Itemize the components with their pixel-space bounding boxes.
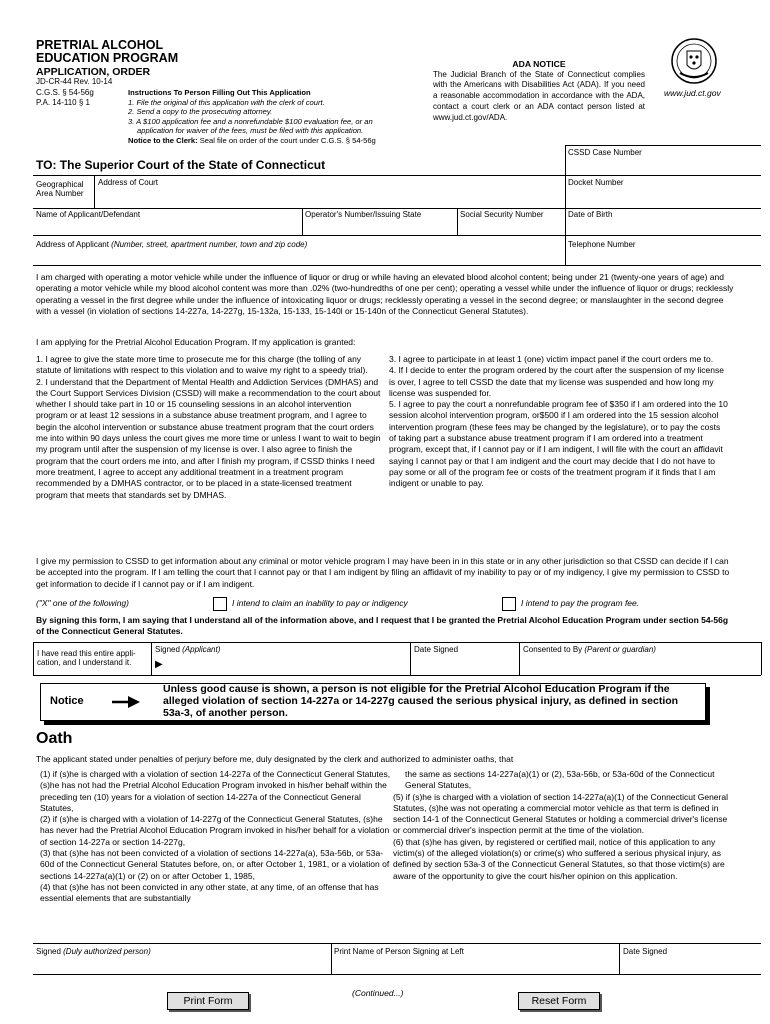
court-heading: TO: The Superior Court of the State of Connecticut: [36, 158, 326, 172]
conditions-right: [389, 354, 729, 490]
condition-5: 5. I agree to pay the court a nonrefundable program fee of $350 if I am ordered into the 10 session alcohol intervention program, or$500 if I am ordered into the 15 session alcohol intervention program (these fees may be changed by the legislature), or to pay the costs of taking part a substance abuse treatment program if I am ordered into a treatment program, except that, if I cannot pay or if I am indigent, I will file with the court an affidavit saying I cannot pay or that I am indigent and the court may decide that I do not have to pay some or all of the program fee or costs of the treatment program if it finds that I am indigent or unable to pay.: [389, 399, 728, 489]
print-name-input[interactable]: [334, 957, 616, 972]
inability-option-label: I intend to claim an inability to pay or indigency: [232, 598, 408, 608]
oath-item-4: (4) that (s)he has not been convicted in any other state, at any time, of an offense that has essential elements that are substantially: [40, 881, 379, 904]
condition-4: 4. If I decide to enter the program ordered by the court after the suspension of my license is over, I agree to tell CSSD the date that my license was suspended and how long my license was suspended for.: [389, 365, 724, 398]
applicant-signature-text: Signed: [155, 645, 180, 654]
choice-prompt: ("X" one of the following): [36, 598, 129, 608]
website-link[interactable]: www.jud.ct.gov: [664, 88, 721, 98]
permission-paragraph: I give my permission to CSSD to get information about any criminal or motor vehicle program I may have been in in this state or in any other jurisdiction so that CSSD can decide if I can be accepted into the program. If I am telling the court that I cannot pay or that I am indigent by filing an affidavit of my inability to pay or of my indigency, I give my permission to CSSD to get information to decide if I cannot pay or if I am indigent.: [36, 556, 730, 589]
docket-label: Docket Number: [568, 178, 624, 187]
authorized-signature-label: [36, 947, 151, 956]
ada-title: ADA NOTICE: [512, 59, 566, 69]
applicant-date-signed-label: Date Signed: [414, 645, 459, 654]
read-statement-line1: I have read this entire appli-: [37, 649, 136, 658]
oath-intro: The applicant stated under penalties of perjury before me, duly designated by the clerk and authorized to administer oaths, that: [36, 754, 514, 764]
instruction-2: 2. Send a copy to the prosecuting attorney.: [128, 107, 273, 117]
charge-paragraph: I am charged with operating a motor vehicle while under the influence of liquor or drug or while having an elevated blood alcohol content; being under 21 (twenty-one years of age) and operating a motor vehicle while my blood alcohol content was more than .02% (two-hundredths of one per cent); operating a vessel while under the influence of liquor or drugs; recklessly operating a vessel in the first degree while under the influence of intoxicating liquor or drugs; recklessly operating a vessel in the second degree; or manslaughter in the second degree with a vessel (in violation of sections 14-227a, 14-227g, 15-132a, 15-133, 15-140l or 15-140n of the Connecticut General Statutes).: [36, 272, 734, 316]
print-name-label: Print Name of Person Signing at Left: [334, 947, 464, 956]
oath-item-2: (2) if (s)he is charged with a violation of 14-227g of the Connecticut General Statutes, (s)he has never had the Pretrial Alcohol Education Program invoked in his/her behalf for a violation of section 14-227a or section 14-227g,: [40, 814, 390, 847]
form-title-line2: EDUCATION PROGRAM: [36, 51, 179, 65]
clerk-notice: [128, 136, 428, 146]
instruction-1: 1. File the original of this application with the clerk of court.: [128, 97, 325, 107]
pay-fee-checkbox[interactable]: [502, 597, 516, 611]
read-statement-line2: cation, and I understand it.: [37, 658, 132, 667]
oath-item-6: (6) that (s)he has given, by registered or certified mail, notice of this application to any victim(s) of the alleged violation(s) or crime(s) who suffered a serious physical injury, as defined by section 53a-3 of the Connecticut General Statutes, so that those victim(s) are aware of the opportunity to give the court his/her opinion on this application.: [393, 836, 725, 881]
ssn-label: Social Security Number: [460, 210, 544, 219]
authorized-signature-hint: (Duly authorized person): [60, 947, 151, 956]
oath-item-5: (5) if (s)he is charged with a violation of section 14-227a(a)(1) of the Connecticut General Statutes, (s)he was not operating a commercial motor vehicle as that term is defined in section 14-1 of the Connecticut General Statutes or holding a commercial driver's license or commercial driver's inspection permit at the time of the violation.: [393, 791, 728, 836]
geo-area-label: Geographical Area Number: [36, 180, 84, 198]
form-title-line1: PRETRIAL ALCOHOL: [36, 38, 164, 52]
statute-1: C.G.S. § 54-56g: [36, 87, 94, 97]
conditions-left: [36, 354, 382, 501]
applicant-signature-input[interactable]: [170, 655, 406, 673]
read-statement: [37, 649, 136, 667]
inability-checkbox[interactable]: [213, 597, 227, 611]
court-address-input[interactable]: [98, 190, 558, 206]
oath-title: Oath: [36, 730, 73, 747]
clerk-notice-text: Seal file on order of the court under C.G.S. § 54-56g: [197, 135, 376, 145]
instructions-title: Instructions To Person Filling Out This Application: [128, 88, 311, 97]
form-meta: [36, 77, 112, 109]
applicant-address-text: Address of Applicant: [36, 240, 109, 249]
consented-text: Consented to By: [523, 645, 583, 654]
applying-line: I am applying for the Pretrial Alcohol Education Program. If my application is granted:: [36, 337, 356, 347]
right-arrow-icon: [112, 696, 140, 708]
oath-right-column: [393, 769, 728, 882]
pay-fee-option-label: I intend to pay the program fee.: [521, 598, 640, 608]
notice-text: Unless good cause is shown, a person is not eligible for the Pretrial Alcohol Education Program if the alleged violation of section 14-227a or 14-227g caused the serious physical injury, as defined in section 53a-3, of another person.: [163, 683, 679, 720]
oath-item-1: (1) if (s)he is charged with a violation of section 14-227a of the Connecticut General Statutes, (s)he has not had the Pretrial Alcohol Education Program invoked in his/her behalf within the preceding ten (10) years for a violation of section 14-227a of the Connecticut General Statutes,: [40, 769, 391, 813]
continued-note: (Continued...): [352, 988, 404, 998]
instruction-3b: application for waiver of the fees, must be filed with this application.: [137, 126, 364, 136]
condition-2: 2. I understand that the Department of Mental Health and Addiction Services (DMHAS) and the Court Support Services Division (CSSD) will make a recommendation to the court about whether I should take part in 10 or 15 counseling sessions in an alcohol intervention program or at least 12 sessions in a substance abuse treatment program, and I agree to begin the alcohol intervention or substance abuse treatment program that the court orders me into within 90 days unless the court gives me more time or unless I want to wait to begin my program until after the suspension of my license is over. I also agree to finish the program that the court orders me into, and after I finish my program, if CSSD thinks I need more treatment, I agree to accept any additional treatment in a treatment program recommended by a DMHAS contractor, or to be placed in a state-licensed treatment program that meets that standards set by DMHAS.: [36, 376, 381, 500]
form-title: [36, 39, 178, 65]
oath-item-3: (3) that (s)he has not been convicted of a violation of sections 14-227a(a), 53a-56b, or 53a-60d of the Connecticut General Statutes before, on, or after October 1, 1981, or a violation of sections 14-227a(a)(1) or (2) on or after October 1, 1985,: [40, 848, 390, 881]
instructions: [128, 88, 428, 146]
state-seal-icon: [670, 37, 718, 85]
reset-form-button[interactable]: Reset Form: [518, 992, 600, 1010]
authorized-signature-text: Signed: [36, 947, 61, 956]
oath-item-4-continued: the same as sections 14-227a(a)(1) or (2), 53a-56b, or 53a-60d of the Connecticut General Statutes,: [405, 769, 715, 791]
statute-2: P.A. 14-110 § 1: [36, 98, 90, 107]
telephone-label: Telephone Number: [568, 240, 636, 249]
footer-date-input[interactable]: [623, 957, 758, 972]
oath-left-column: [40, 769, 392, 905]
ada-text: The Judicial Branch of the State of Connecticut complies with the Americans with Disabilities Act (ADA). If you need a reasonable accommodation in accordance with the ADA, contact a court clerk or an ADA contact person listed at www.jud.ct.gov/ADA.: [433, 69, 645, 122]
applicant-address-label: [36, 240, 307, 249]
consented-hint: (Parent or guardian): [582, 645, 656, 654]
form-subtitle: APPLICATION, ORDER: [36, 66, 151, 78]
applicant-signature-hint: (Applicant): [179, 645, 221, 654]
applicant-signature-label: [155, 645, 220, 654]
consented-label: [523, 645, 656, 654]
applicant-name-label: Name of Applicant/Defendant: [36, 210, 141, 219]
court-address-label: Address of Court: [98, 178, 159, 187]
footer-date-signed-label: Date Signed: [623, 947, 668, 956]
notice-label: Notice: [50, 695, 84, 707]
signing-statement: By signing this form, I am saying that I understand all of the information above, and I request that I be granted the Pretrial Alcohol Education Program under section 54-56g of the Connecticut General Statutes.: [36, 615, 729, 637]
applicant-date-input[interactable]: [414, 655, 516, 673]
clerk-notice-label: Notice to the Clerk:: [128, 135, 198, 145]
condition-1: 1. I agree to give the state more time to prosecute me for this charge (the tolling of any statute of limitations with respect to this violation and to waive my right to a speedy trial).: [36, 354, 368, 376]
condition-3: 3. I agree to participate in at least 1 (one) victim impact panel if the court orders me to.: [389, 354, 714, 364]
applicant-address-hint: (Number, street, apartment number, town and zip code): [108, 240, 308, 249]
dob-label: Date of Birth: [568, 210, 613, 219]
cssd-case-label: CSSD Case Number: [568, 148, 642, 157]
print-form-button[interactable]: Print Form: [167, 992, 249, 1010]
operator-number-label: Operator's Number/Issuing State: [305, 210, 422, 219]
consented-input[interactable]: [523, 655, 757, 673]
sign-here-arrow-icon: ▶: [155, 659, 163, 670]
ada-notice: [433, 59, 645, 123]
instruction-3a: 3. A $100 application fee and a nonrefundable $100 evaluation fee, or an: [128, 116, 373, 126]
form-number: JD-CR-44 Rev. 10-14: [36, 77, 113, 86]
